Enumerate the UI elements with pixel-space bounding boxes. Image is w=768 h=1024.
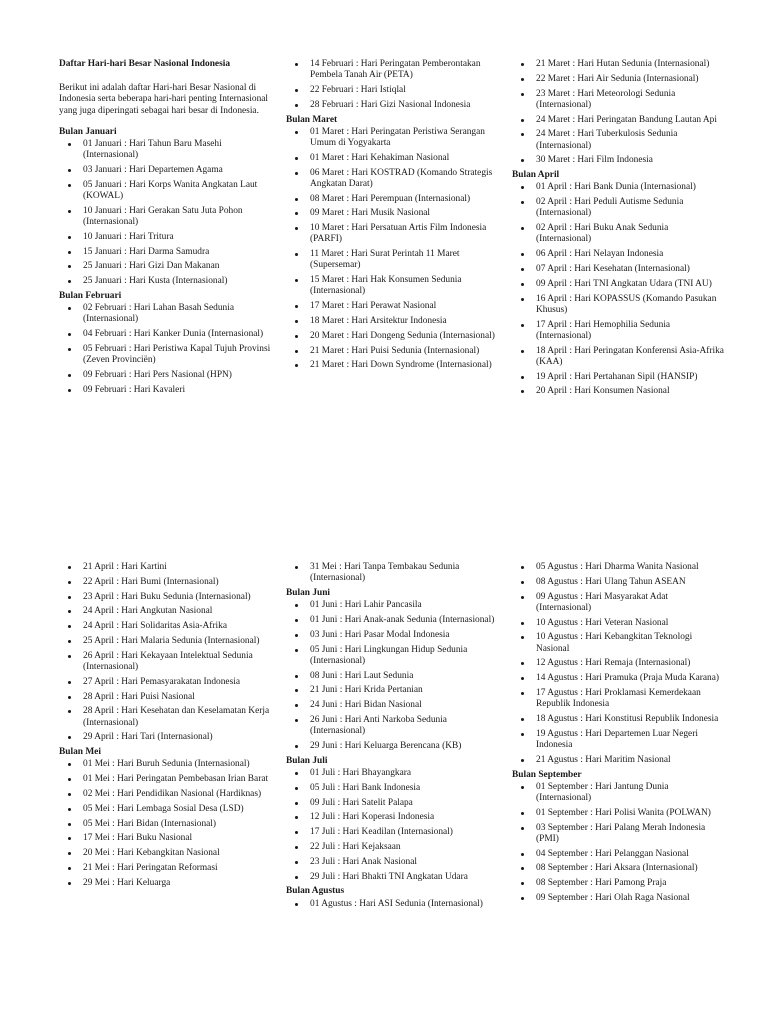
holiday-list [59, 562, 271, 744]
month-heading: Bulan September [512, 769, 582, 780]
holiday-list-item: 09 April : Hari TNI Angkatan Udara (TNI AU) [512, 279, 724, 290]
holiday-list-item: 06 Maret : Hari KOSTRAD (Komando Strategis Angkatan Darat) [286, 168, 498, 190]
holiday-list-item: 23 April : Hari Buku Sedunia (Internasional) [59, 592, 271, 603]
holiday-list [286, 562, 498, 584]
holiday-list-item: 24 Maret : Hari Tuberkulosis Sedunia (Internasional) [512, 129, 724, 151]
holiday-list-item: 09 Maret : Hari Musik Nasional [286, 208, 498, 219]
holiday-list-item: 01 Juli : Hari Bhayangkara [286, 768, 498, 779]
holiday-list-item: 19 Agustus : Hari Departemen Luar Negeri Indonesia [512, 729, 724, 751]
holiday-list-item: 20 Mei : Hari Kebangkitan Nasional [59, 848, 271, 859]
holiday-list-item: 21 Maret : Hari Hutan Sedunia (Internasional) [512, 59, 724, 70]
holiday-list-item: 10 Januari : Hari Gerakan Satu Juta Pohon (Internasional) [59, 206, 271, 228]
holiday-list-item: 19 April : Hari Pertahanan Sipil (HANSIP) [512, 372, 724, 383]
holiday-list-item: 16 April : Hari KOPASSUS (Komando Pasukan Khusus) [512, 294, 724, 316]
holiday-list [286, 600, 498, 752]
page-2-column-2 [286, 562, 498, 913]
holiday-list-item: 02 April : Hari Peduli Autisme Sedunia (Internasional) [512, 197, 724, 219]
page-1-column-1 [59, 59, 271, 400]
holiday-list-item: 28 April : Hari Puisi Nasional [59, 692, 271, 703]
holiday-list-item: 18 Agustus : Hari Konstitusi Republik Indonesia [512, 714, 724, 725]
holiday-list [286, 127, 498, 372]
holiday-list-item: 31 Mei : Hari Tanpa Tembakau Sedunia (Internasional) [286, 562, 498, 584]
page-2-column-3 [512, 562, 724, 908]
holiday-list-item: 20 Maret : Hari Dongeng Sedunia (Internasional) [286, 331, 498, 342]
document-title: Daftar Hari-hari Besar Nasional Indonesia [59, 59, 231, 69]
holiday-list-item: 08 Agustus : Hari Ulang Tahun ASEAN [512, 577, 724, 588]
holiday-list [59, 303, 271, 396]
intro-paragraph: Berikut ini adalah daftar Hari-hari Besar Nasional di Indonesia serta beberapa hari-hari penting Internasional yang juga diperingati sebagai hari besar di Indonesia. [59, 83, 269, 116]
holiday-list [512, 182, 724, 397]
holiday-list-item: 28 Februari : Hari Gizi Nasional Indonesia [286, 100, 498, 111]
holiday-list-item: 14 Agustus : Hari Pramuka (Praja Muda Karana) [512, 673, 724, 684]
holiday-list-item: 21 Mei : Hari Peringatan Reformasi [59, 863, 271, 874]
holiday-list-item: 05 Mei : Hari Bidan (Internasional) [59, 819, 271, 830]
holiday-list-item: 15 Januari : Hari Darma Samudra [59, 247, 271, 258]
month-heading: Bulan April [512, 170, 560, 181]
holiday-list-item: 05 Mei : Hari Lembaga Sosial Desa (LSD) [59, 804, 271, 815]
holiday-list-item: 25 Januari : Hari Gizi Dan Makanan [59, 261, 271, 272]
holiday-list [512, 782, 724, 904]
holiday-list-item: 01 September : Hari Polisi Wanita (POLWAN) [512, 808, 724, 819]
holiday-list-item: 01 Mei : Hari Peringatan Pembebasan Irian Barat [59, 774, 271, 785]
holiday-list-item: 01 Maret : Hari Peringatan Peristiwa Serangan Umum di Yogyakarta [286, 127, 498, 149]
month-heading: Bulan Juni [286, 588, 331, 598]
holiday-list-item: 30 Maret : Hari Film Indonesia [512, 155, 724, 166]
holiday-list [59, 759, 271, 889]
holiday-list-item: 11 Maret : Hari Surat Perintah 11 Maret (Supersemar) [286, 249, 498, 271]
holiday-list-item: 29 Mei : Hari Keluarga [59, 878, 271, 889]
holiday-list-item: 05 Januari : Hari Korps Wanita Angkatan Laut (KOWAL) [59, 180, 271, 202]
holiday-list-item: 22 Maret : Hari Air Sedunia (Internasional) [512, 74, 724, 85]
holiday-list-item: 17 April : Hari Hemophilia Sedunia (Internasional) [512, 320, 724, 342]
month-heading: Bulan Juli [286, 755, 328, 766]
month-heading: Bulan Januari [59, 126, 117, 137]
holiday-list-item: 10 Januari : Hari Tritura [59, 232, 271, 243]
holiday-list-item: 01 April : Hari Bank Dunia (Internasional) [512, 182, 724, 193]
holiday-list [286, 899, 498, 910]
month-heading: Bulan Mei [59, 747, 101, 758]
holiday-list-item: 25 Januari : Hari Kusta (Internasional) [59, 276, 271, 287]
holiday-list-item: 24 Juni : Hari Bidan Nasional [286, 700, 498, 711]
holiday-list-item: 18 April : Hari Peringatan Konferensi Asia-Afrika (KAA) [512, 346, 724, 368]
holiday-list-item: 25 April : Hari Malaria Sedunia (Internasional) [59, 636, 271, 647]
holiday-list-item: 10 Agustus : Hari Veteran Nasional [512, 618, 724, 629]
holiday-list-item: 03 Januari : Hari Departemen Agama [59, 165, 271, 176]
page-2-column-1 [59, 562, 271, 893]
holiday-list-item: 08 Maret : Hari Perempuan (Internasional) [286, 194, 498, 205]
holiday-list-item: 10 Agustus : Hari Kebangkitan Teknologi Nasional [512, 632, 724, 654]
holiday-list-item: 06 April : Hari Nelayan Indonesia [512, 249, 724, 260]
holiday-list-item: 12 Juli : Hari Koperasi Indonesia [286, 812, 498, 823]
holiday-list-item: 08 September : Hari Aksara (Internasional) [512, 863, 724, 874]
holiday-list-item: 28 April : Hari Kesehatan dan Keselamatan Kerja (Internasional) [59, 706, 271, 728]
month-heading: Bulan Februari [59, 291, 122, 301]
holiday-list-item: 23 Maret : Hari Meteorologi Sedunia (Internasional) [512, 89, 724, 111]
holiday-list-item: 21 April : Hari Kartini [59, 562, 271, 573]
holiday-list-item: 15 Maret : Hari Hak Konsumen Sedunia (Internasional) [286, 275, 498, 297]
holiday-list-item: 24 April : Hari Solidaritas Asia-Afrika [59, 621, 271, 632]
holiday-list-item: 03 September : Hari Palang Merah Indonesia (PMI) [512, 823, 724, 845]
holiday-list-item: 10 Maret : Hari Persatuan Artis Film Indonesia (PARFI) [286, 223, 498, 245]
holiday-list-item: 02 Februari : Hari Lahan Basah Sedunia (Internasional) [59, 303, 271, 325]
holiday-list-item: 26 Juni : Hari Anti Narkoba Sedunia (Internasional) [286, 715, 498, 737]
holiday-list-item: 17 Maret : Hari Perawat Nasional [286, 301, 498, 312]
holiday-list-item: 02 April : Hari Buku Anak Sedunia (Internasional) [512, 223, 724, 245]
holiday-list-item: 29 April : Hari Tari (Internasional) [59, 732, 271, 743]
holiday-list-item: 22 Februari : Hari Istiqlal [286, 85, 498, 96]
holiday-list-item: 04 Februari : Hari Kanker Dunia (Internasional) [59, 329, 271, 340]
holiday-list-item: 09 Juli : Hari Satelit Palapa [286, 798, 498, 809]
holiday-list-item: 01 September : Hari Jantung Dunia (Internasional) [512, 782, 724, 804]
holiday-list [286, 768, 498, 883]
holiday-list-item: 29 Juli : Hari Bhakti TNI Angkatan Udara [286, 872, 498, 883]
holiday-list-item: 26 April : Hari Kekayaan Intelektual Sedunia (Internasional) [59, 651, 271, 673]
holiday-list-item: 17 Juli : Hari Keadilan (Internasional) [286, 827, 498, 838]
holiday-list-item: 01 Juni : Hari Anak-anak Sedunia (Internasional) [286, 615, 498, 626]
month-heading: Bulan Agustus [286, 886, 345, 897]
holiday-list-item: 02 Mei : Hari Pendidikan Nasional (Hardiknas) [59, 789, 271, 800]
holiday-list-item: 22 Juli : Hari Kejaksaan [286, 842, 498, 853]
page-1-column-3 [512, 59, 724, 401]
holiday-list-item: 21 Juni : Hari Krida Pertanian [286, 685, 498, 696]
holiday-list-item: 05 Februari : Hari Peristiwa Kapal Tujuh Provinsi (Zeven Provinciën) [59, 344, 271, 366]
holiday-list-item: 07 April : Hari Kesehatan (Internasional) [512, 264, 724, 275]
holiday-list-item: 05 Juni : Hari Lingkungan Hidup Sedunia (Internasional) [286, 645, 498, 667]
holiday-list-item: 09 Februari : Hari Kavaleri [59, 385, 271, 396]
holiday-list-item: 09 September : Hari Olah Raga Nasional [512, 893, 724, 904]
holiday-list-item: 01 Januari : Hari Tahun Baru Masehi (Internasional) [59, 139, 271, 161]
holiday-list-item: 21 Maret : Hari Down Syndrome (Internasional) [286, 360, 498, 371]
holiday-list-item: 21 Maret : Hari Puisi Sedunia (Internasional) [286, 346, 498, 357]
holiday-list-item: 05 Agustus : Hari Dharma Wanita Nasional [512, 562, 724, 573]
holiday-list-item: 18 Maret : Hari Arsitektur Indonesia [286, 316, 498, 327]
month-heading: Bulan Maret [286, 114, 338, 125]
holiday-list [286, 59, 498, 111]
holiday-list-item: 24 Maret : Hari Peringatan Bandung Lautan Api [512, 115, 724, 126]
holiday-list-item: 01 Agustus : Hari ASI Sedunia (Internasional) [286, 899, 498, 910]
holiday-list-item: 09 Agustus : Hari Masyarakat Adat (Internasional) [512, 592, 724, 614]
holiday-list-item: 29 Juni : Hari Keluarga Berencana (KB) [286, 741, 498, 752]
holiday-list [512, 562, 724, 766]
holiday-list-item: 01 Mei : Hari Buruh Sedunia (Internasional) [59, 759, 271, 770]
holiday-list-item: 01 Maret : Hari Kehakiman Nasional [286, 153, 498, 164]
holiday-list-item: 23 Juli : Hari Anak Nasional [286, 857, 498, 868]
holiday-list-item: 27 April : Hari Pemasyarakatan Indonesia [59, 677, 271, 688]
holiday-list [59, 139, 271, 287]
holiday-list-item: 12 Agustus : Hari Remaja (Internasional) [512, 658, 724, 669]
holiday-list-item: 09 Februari : Hari Pers Nasional (HPN) [59, 370, 271, 381]
holiday-list-item: 01 Juni : Hari Lahir Pancasila [286, 600, 498, 611]
holiday-list-item: 17 Mei : Hari Buku Nasional [59, 833, 271, 844]
holiday-list-item: 08 Juni : Hari Laut Sedunia [286, 671, 498, 682]
holiday-list-item: 22 April : Hari Bumi (Internasional) [59, 577, 271, 588]
holiday-list-item: 21 Agustus : Hari Maritim Nasional [512, 755, 724, 766]
holiday-list-item: 03 Juni : Hari Pasar Modal Indonesia [286, 630, 498, 641]
holiday-list-item: 14 Februari : Hari Peringatan Pemberontakan Pembela Tanah Air (PETA) [286, 59, 498, 81]
holiday-list-item: 05 Juli : Hari Bank Indonesia [286, 783, 498, 794]
holiday-list-item: 20 April : Hari Konsumen Nasional [512, 386, 724, 397]
holiday-list-item: 17 Agustus : Hari Proklamasi Kemerdekaan Republik Indonesia [512, 688, 724, 710]
holiday-list-item: 08 September : Hari Pamong Praja [512, 878, 724, 889]
holiday-list [512, 59, 724, 167]
holiday-list-item: 24 April : Hari Angkutan Nasional [59, 606, 271, 617]
page-1-column-2 [286, 59, 498, 375]
holiday-list-item: 04 September : Hari Pelanggan Nasional [512, 849, 724, 860]
